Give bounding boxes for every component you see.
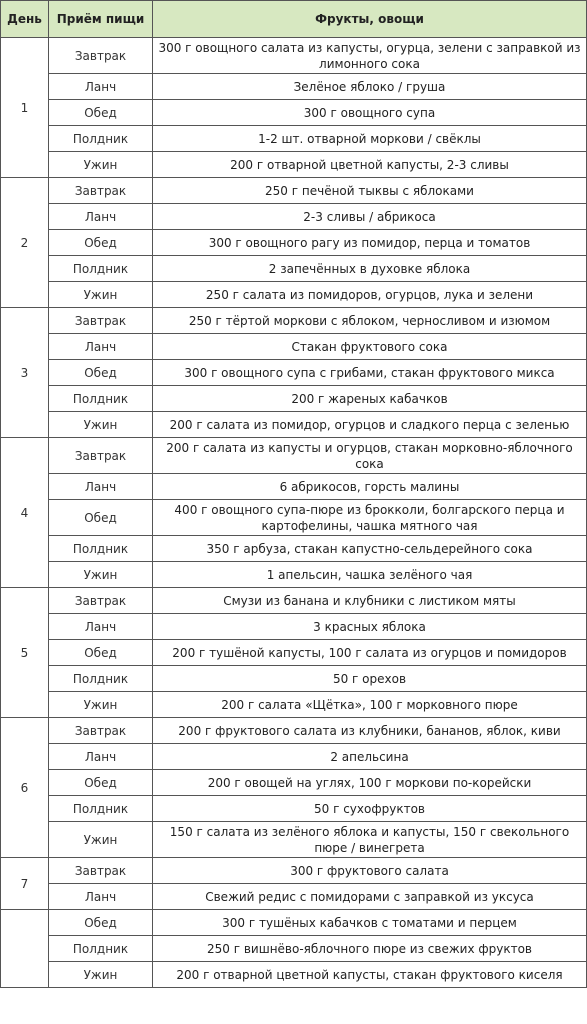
meal-cell: Ланч — [49, 74, 153, 100]
food-cell: 200 г салата из капусты и огурцов, стакан морковно-яблочного сока — [153, 438, 587, 474]
table-row — [1, 230, 587, 256]
meal-cell: Завтрак — [49, 438, 153, 474]
food-cell: 1-2 шт. отварной моркови / свёклы — [153, 126, 587, 152]
day-number: 3 — [1, 308, 49, 438]
meal-cell: Обед — [49, 640, 153, 666]
meal-cell: Полдник — [49, 796, 153, 822]
day-number: 6 — [1, 718, 49, 858]
food-cell: 300 г овощного салата из капусты, огурца, зелени с заправкой из лимонного сока — [153, 38, 587, 74]
meal-cell: Ужин — [49, 562, 153, 588]
food-cell: 150 г салата из зелёного яблока и капусты, 150 г свекольного пюре / винегрета — [153, 822, 587, 858]
table-row — [1, 438, 587, 474]
meal-cell: Полдник — [49, 666, 153, 692]
meal-cell: Обед — [49, 100, 153, 126]
day-group-1 — [1, 38, 587, 178]
day-number: 2 — [1, 178, 49, 308]
table-row — [1, 126, 587, 152]
table-row — [1, 936, 587, 962]
food-cell: 3 красных яблока — [153, 614, 587, 640]
table-row — [1, 692, 587, 718]
food-cell: 300 г овощного супа с грибами, стакан фруктового микса — [153, 360, 587, 386]
food-cell: 6 абрикосов, горсть малины — [153, 474, 587, 500]
day-group-5 — [1, 588, 587, 718]
table-row — [1, 152, 587, 178]
meal-cell: Ужин — [49, 822, 153, 858]
day-number — [1, 910, 49, 988]
day-number: 4 — [1, 438, 49, 588]
meal-cell: Обед — [49, 770, 153, 796]
table-row — [1, 308, 587, 334]
meal-cell: Полдник — [49, 936, 153, 962]
table-row — [1, 562, 587, 588]
meal-cell: Завтрак — [49, 858, 153, 884]
food-cell: 50 г орехов — [153, 666, 587, 692]
day-number: 5 — [1, 588, 49, 718]
meal-cell: Ланч — [49, 204, 153, 230]
meal-cell: Ужин — [49, 282, 153, 308]
meal-cell: Завтрак — [49, 178, 153, 204]
day-group-4 — [1, 438, 587, 588]
food-cell: 250 г тёртой моркови с яблоком, черносливом и изюмом — [153, 308, 587, 334]
meal-cell: Ланч — [49, 334, 153, 360]
food-cell: Свежий редис с помидорами с заправкой из уксуса — [153, 884, 587, 910]
food-cell: 300 г фруктового салата — [153, 858, 587, 884]
food-cell: 250 г печёной тыквы с яблоками — [153, 178, 587, 204]
food-cell: 200 г отварной цветной капусты, 2-3 сливы — [153, 152, 587, 178]
food-cell: 1 апельсин, чашка зелёного чая — [153, 562, 587, 588]
meal-cell: Полдник — [49, 256, 153, 282]
day-group-7 — [1, 858, 587, 910]
meal-cell: Ужин — [49, 152, 153, 178]
meal-cell: Ланч — [49, 614, 153, 640]
meal-cell: Обед — [49, 230, 153, 256]
table-row — [1, 204, 587, 230]
table-row — [1, 640, 587, 666]
meal-cell: Ужин — [49, 412, 153, 438]
food-cell: 2 апельсина — [153, 744, 587, 770]
food-cell: 2-3 сливы / абрикоса — [153, 204, 587, 230]
meal-cell: Завтрак — [49, 588, 153, 614]
table-row — [1, 588, 587, 614]
table-row — [1, 412, 587, 438]
food-cell: 200 г фруктового салата из клубники, бананов, яблок, киви — [153, 718, 587, 744]
table-row — [1, 74, 587, 100]
meal-cell: Полдник — [49, 126, 153, 152]
food-cell: 300 г овощного рагу из помидор, перца и томатов — [153, 230, 587, 256]
meal-cell: Ужин — [49, 692, 153, 718]
table-row — [1, 822, 587, 858]
meal-cell: Ланч — [49, 744, 153, 770]
food-cell: 50 г сухофруктов — [153, 796, 587, 822]
header-meal: Приём пищи — [49, 1, 153, 38]
table-row — [1, 256, 587, 282]
food-cell: Смузи из банана и клубники с листиком мяты — [153, 588, 587, 614]
header-food: Фрукты, овощи — [153, 1, 587, 38]
table-row — [1, 796, 587, 822]
table-row — [1, 962, 587, 988]
table-row — [1, 858, 587, 884]
food-cell: 200 г салата из помидор, огурцов и сладкого перца с зеленью — [153, 412, 587, 438]
meal-cell: Ланч — [49, 884, 153, 910]
food-cell: 300 г тушёных кабачков с томатами и перцем — [153, 910, 587, 936]
day-group-continuation — [1, 910, 587, 988]
table-row — [1, 770, 587, 796]
food-cell: 200 г овощей на углях, 100 г моркови по-корейски — [153, 770, 587, 796]
meal-cell: Ужин — [49, 962, 153, 988]
meal-cell: Обед — [49, 360, 153, 386]
food-cell: 2 запечённых в духовке яблока — [153, 256, 587, 282]
meal-cell: Обед — [49, 910, 153, 936]
table-row — [1, 38, 587, 74]
food-cell: 400 г овощного супа-пюре из брокколи, болгарского перца и картофелины, чашка мятного чая — [153, 500, 587, 536]
food-cell: 200 г салата «Щётка», 100 г морковного пюре — [153, 692, 587, 718]
table-row — [1, 360, 587, 386]
table-row — [1, 178, 587, 204]
table-row — [1, 744, 587, 770]
meal-cell: Завтрак — [49, 718, 153, 744]
header-day: День — [1, 1, 49, 38]
meal-cell: Ланч — [49, 474, 153, 500]
table-row — [1, 500, 587, 536]
table-row — [1, 910, 587, 936]
meal-cell: Завтрак — [49, 308, 153, 334]
day-group-2 — [1, 178, 587, 308]
meal-cell: Полдник — [49, 536, 153, 562]
table-row — [1, 718, 587, 744]
header-row — [1, 1, 587, 38]
table-row — [1, 536, 587, 562]
table-row — [1, 100, 587, 126]
meal-cell: Обед — [49, 500, 153, 536]
table-row — [1, 334, 587, 360]
table-row — [1, 282, 587, 308]
day-group-3 — [1, 308, 587, 438]
food-cell: Зелёное яблоко / груша — [153, 74, 587, 100]
meal-cell: Завтрак — [49, 38, 153, 74]
table-row — [1, 474, 587, 500]
day-number: 1 — [1, 38, 49, 178]
food-cell: 350 г арбуза, стакан капустно-сельдерейного сока — [153, 536, 587, 562]
food-cell: 200 г тушёной капусты, 100 г салата из огурцов и помидоров — [153, 640, 587, 666]
table-row — [1, 666, 587, 692]
food-cell: Стакан фруктового сока — [153, 334, 587, 360]
day-number: 7 — [1, 858, 49, 910]
food-cell: 200 г жареных кабачков — [153, 386, 587, 412]
day-group-6 — [1, 718, 587, 858]
food-cell: 300 г овощного супа — [153, 100, 587, 126]
food-cell: 200 г отварной цветной капусты, стакан фруктового киселя — [153, 962, 587, 988]
table-row — [1, 884, 587, 910]
meal-cell: Полдник — [49, 386, 153, 412]
food-cell: 250 г вишнёво-яблочного пюре из свежих фруктов — [153, 936, 587, 962]
food-cell: 250 г салата из помидоров, огурцов, лука и зелени — [153, 282, 587, 308]
table-row — [1, 614, 587, 640]
table-row — [1, 386, 587, 412]
